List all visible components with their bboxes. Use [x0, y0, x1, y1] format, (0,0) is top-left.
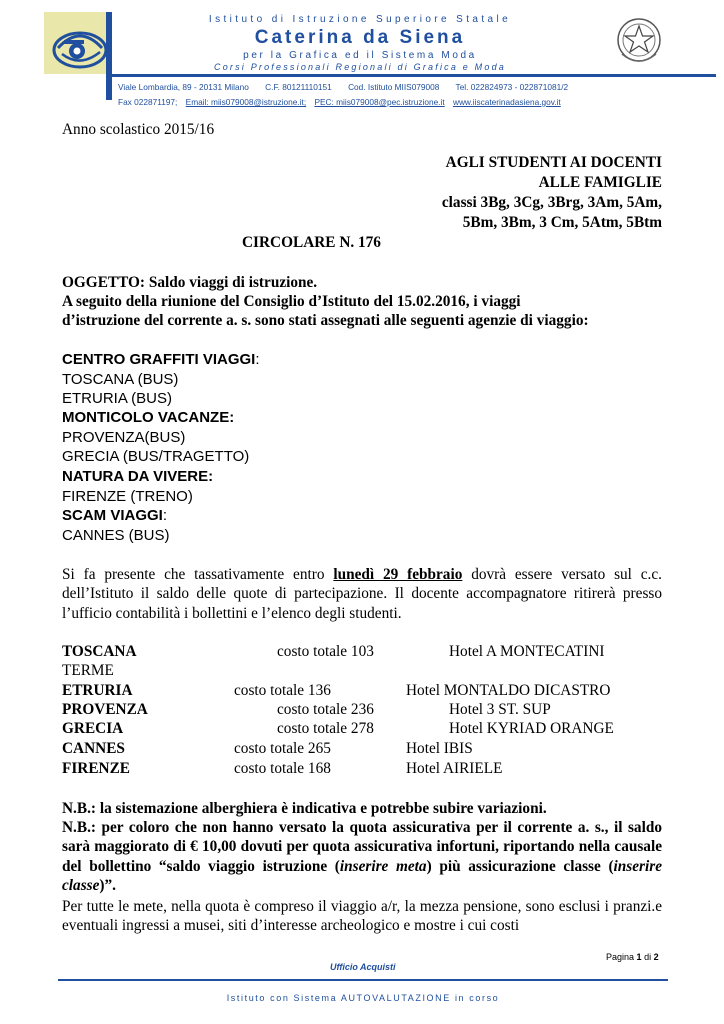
agency-centro-graffiti: CENTRO GRAFFITI VIAGGI:	[62, 351, 260, 368]
address: Viale Lombardia, 89 - 20131 Milano	[118, 82, 249, 92]
cost-value-etruria: costo totale 136	[234, 682, 331, 699]
contact-line-address	[118, 82, 718, 92]
office-label: Ufficio Acquisti	[330, 962, 396, 972]
footer-quality-note: Istituto con Sistema AUTOVALUTAZIONE in corso	[226, 993, 500, 1003]
tax-code: C.F. 80121110151	[265, 82, 332, 92]
note-hotel: N.B.: la sistemazione alberghiera è indicativa e potrebbe subire variazioni.	[62, 800, 547, 817]
intro-line-2: d’istruzione del corrente a. s. sono stati assegnati alle seguenti agenzie di viaggio:	[62, 312, 589, 329]
cost-value-firenze: costo totale 168	[234, 760, 331, 777]
cost-value-grecia: costo totale 278	[277, 720, 374, 737]
cost-hotel-firenze: Hotel AIRIELE	[406, 760, 503, 777]
closing-paragraph: Per tutte le mete, nella quota è compreso il viaggio a/r, la mezza pensione, sono esclusi i pranzi.e eventuali ingressi a musei, siti d’interesse archeologico e mostre i cui costi	[62, 898, 662, 935]
cost-dest-toscana: TOSCANA	[62, 643, 137, 660]
cost-hotel-etruria: Hotel MONTALDO DICASTRO	[406, 682, 611, 699]
header-divider	[106, 74, 716, 77]
cost-hotel-cannes: Hotel IBIS	[406, 740, 473, 757]
cost-value-cannes: costo totale 265	[234, 740, 331, 757]
agency-monticolo: MONTICOLO VACANZE:	[62, 409, 235, 426]
page-number: Pagina 1 di 2	[606, 952, 659, 962]
intro-line-1: A seguito della riunione del Consiglio d’Istituto del 15.02.2016, i viaggi	[62, 293, 521, 310]
recipients-classes-2: 5Bm, 3Bm, 3 Cm, 5Atm, 5Btm	[462, 214, 662, 231]
recipients-classes-1: classi 3Bg, 3Cg, 3Brg, 3Am, 5Am,	[441, 194, 662, 211]
institute-subtitle: per la Grafica ed il Sistema Moda	[243, 50, 477, 61]
cost-dest-firenze: FIRENZE	[62, 760, 130, 777]
payment-paragraph: Si fa presente che tassativamente entro lunedì 29 febbraio dovrà essere versato sul c.c. dell’Istituto il saldo delle quote di partecipazione. Il docente accompagnatore ritirerà presso l’ufficio contabilità i bollettini e l’elenco degli studenti.	[62, 566, 662, 622]
trip-provenza: PROVENZA(BUS)	[62, 429, 186, 446]
institute-name: Caterina da Siena	[254, 27, 466, 48]
website-link[interactable]: www.iiscaterinadasiena.gov.it	[452, 97, 561, 107]
institute-code: Cod. Istituto MIIS079008	[348, 82, 440, 92]
italian-republic-emblem-icon	[614, 14, 664, 70]
institute-type: Istituto di Istruzione Superiore Statale	[208, 14, 512, 25]
note-insurance: N.B.: per coloro che non hanno versato la quota assicurativa per il corrente a. s., il saldo sarà maggiorato di € 10,00 dovuti per quota assicurativa infortuni, riportando nella causale del bollettino “saldo viaggio istruzione (inserire meta) più assicurazione classe (inserire classe)”.	[62, 819, 662, 895]
cost-value-provenza: costo totale 236	[277, 701, 374, 718]
trip-toscana: TOSCANA (BUS)	[62, 371, 179, 388]
cost-hotel-provenza: Hotel 3 ST. SUP	[449, 701, 551, 718]
agency-natura: NATURA DA VIVERE:	[62, 468, 214, 485]
cost-hotel-toscana-extra: TERME	[62, 662, 114, 679]
header-vertical-bar	[106, 12, 112, 100]
trip-etruria: ETRURIA (BUS)	[62, 390, 173, 407]
fax: Fax 022871197;	[118, 97, 178, 107]
trip-grecia: GRECIA (BUS/TRAGETTO)	[62, 448, 250, 465]
cost-value-toscana: costo totale 103	[277, 643, 374, 660]
recipients-line-1: AGLI STUDENTI AI DOCENTI	[445, 154, 662, 171]
phone: Tel. 022824973 - 022871081/2	[455, 82, 569, 92]
cost-dest-cannes: CANNES	[62, 740, 125, 757]
cost-dest-provenza: PROVENZA	[62, 701, 148, 718]
trip-firenze: FIRENZE (TRENO)	[62, 488, 193, 505]
cost-dest-grecia: GRECIA	[62, 720, 124, 737]
payment-deadline: lunedì 29 febbraio	[333, 566, 463, 583]
school-year: Anno scolastico 2015/16	[62, 121, 215, 138]
email-link[interactable]: Email: miis079008@istruzione.it;	[185, 97, 307, 107]
recipients-line-2: ALLE FAMIGLIE	[538, 174, 662, 191]
cost-hotel-grecia: Hotel KYRIAD ORANGE	[449, 720, 614, 737]
cost-hotel-toscana: Hotel A MONTECATINI	[449, 643, 605, 660]
circolare-number: CIRCOLARE N. 176	[242, 234, 381, 251]
school-logo-icon	[44, 12, 128, 90]
cost-dest-etruria: ETRURIA	[62, 682, 133, 699]
agency-scam: SCAM VIAGGI:	[62, 507, 168, 524]
trip-cannes: CANNES (BUS)	[62, 527, 170, 544]
subject: OGGETTO: Saldo viaggi di istruzione.	[62, 274, 318, 291]
pec-link[interactable]: PEC: miis079008@pec.istruzione.it	[314, 97, 445, 107]
institute-courses: Corsi Professionali Regionali di Grafica e Moda	[214, 62, 506, 72]
footer-divider	[58, 979, 668, 981]
contact-line-email	[118, 97, 718, 107]
